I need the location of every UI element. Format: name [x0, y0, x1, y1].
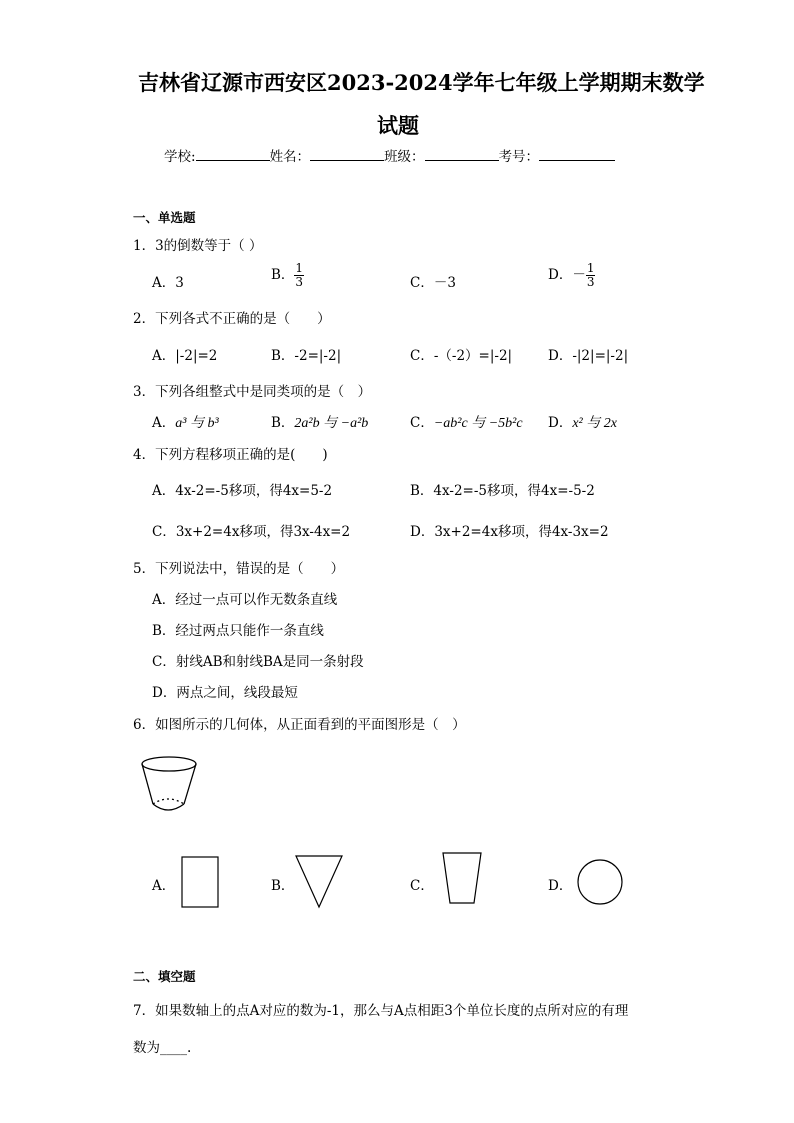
q4-option-a[interactable]: A．4x-2=-5移项，得4x=5-2 [152, 483, 333, 499]
student-info [164, 145, 615, 165]
section-heading-single-choice: 一、单选题 [133, 210, 196, 225]
q4-option-b[interactable]: B．4x-2=-5移项，得4x=-5-2 [410, 483, 595, 499]
q2-option-d[interactable]: D．-|2|=|-2| [548, 348, 629, 364]
q2-option-b[interactable]: B．-2=|-2| [271, 348, 342, 364]
q2-stem: 2．下列各式不正确的是（ ） [133, 311, 331, 327]
q3-stem: 3．下列各组整式中是同类项的是（ ） [133, 384, 372, 400]
school-label: 学校: [164, 149, 196, 165]
name-label: 姓名： [269, 149, 311, 165]
circle-shape [576, 858, 624, 906]
q4-option-c[interactable]: C．3x+2=4x移项，得3x-4x=2 [152, 524, 351, 540]
q3-option-c-label: C． [410, 415, 434, 431]
page-title-line1: 吉林省辽源市西安区2023-2024学年七年级上学期期末数学 [138, 70, 705, 95]
q3-option-a[interactable] [152, 411, 219, 432]
q3-option-b-label: B． [271, 415, 295, 431]
q5-option-d[interactable]: D．两点之间，线段最短 [152, 685, 298, 701]
q1-option-b[interactable] [271, 262, 304, 289]
q3-option-d-label: D． [548, 415, 573, 431]
exam-no-label: 考号： [498, 149, 540, 165]
q6-option-a[interactable]: A． [152, 878, 176, 894]
q6-stem: 6．如图所示的几何体，从正面看到的平面图形是（ ） [133, 717, 466, 733]
q5-option-b[interactable]: B．经过两点只能作一条直线 [152, 623, 324, 639]
fraction-denominator: 3 [295, 275, 304, 289]
q4-option-d[interactable]: D．3x+2=4x移项，得4x-3x=2 [410, 524, 609, 540]
q1-option-d[interactable] [548, 262, 595, 289]
q7-stem-line2: 数为____. [133, 1040, 192, 1056]
q5-option-c[interactable]: C．射线AB和射线BA是同一条射段 [152, 654, 364, 670]
q3-option-b-expression: 2a²b 与 −a²b [294, 416, 369, 431]
q3-option-d-expression: x² 与 2x [572, 416, 617, 431]
q3-option-c-expression: −ab²c 与 −5b²c [433, 416, 523, 431]
q3-option-d[interactable] [548, 411, 617, 432]
q1-stem: 1．3的倒数等于（ ） [133, 238, 263, 254]
q7-stem-line1: 7．如果数轴上的点A对应的数为-1，那么与A点相距3个单位长度的点所对应的有理 [133, 1003, 629, 1019]
school-blank[interactable] [196, 160, 270, 161]
inverted-triangle-shape [294, 854, 344, 910]
name-blank[interactable] [310, 160, 384, 161]
q5-option-a[interactable]: A．经过一点可以作无数条直线 [152, 592, 338, 608]
q5-stem: 5．下列说法中，错误的是（ ） [133, 561, 345, 577]
class-label: 班级： [384, 149, 425, 165]
fraction-denominator: 3 [586, 275, 595, 289]
rectangle-shape [181, 856, 220, 909]
q6-option-c[interactable]: C． [410, 878, 434, 894]
fraction-numerator: 1 [586, 261, 595, 275]
trapezoid-shape [441, 851, 483, 906]
q3-option-a-expression: a³ 与 b³ [175, 416, 219, 431]
q3-option-c[interactable] [410, 411, 523, 432]
q1-option-d-label: D．－ [548, 267, 586, 283]
q2-option-a[interactable]: A．|-2|=2 [152, 348, 218, 364]
q2-option-c[interactable]: C．-（-2）=|-2| [410, 348, 513, 364]
q3-option-a-label: A． [152, 415, 176, 431]
q1-option-b-fraction [294, 262, 304, 289]
q1-option-a[interactable]: A．3 [152, 275, 184, 291]
fraction-numerator: 1 [295, 261, 304, 275]
exam-no-blank[interactable] [539, 160, 615, 161]
page-title-line2: 试题 [377, 113, 419, 138]
q4-stem: 4．下列方程移项正确的是( ) [133, 447, 328, 463]
class-blank[interactable] [425, 160, 499, 161]
q1-option-b-label: B． [271, 267, 295, 283]
q3-option-b[interactable] [271, 411, 368, 432]
frustum-cup-figure [138, 752, 204, 818]
q1-option-d-fraction [586, 262, 596, 289]
q1-option-c[interactable]: C．－3 [410, 275, 456, 291]
q6-option-b[interactable]: B． [271, 878, 295, 894]
q6-option-d[interactable]: D． [548, 878, 573, 894]
section-heading-fill-blank: 二、填空题 [133, 969, 196, 984]
